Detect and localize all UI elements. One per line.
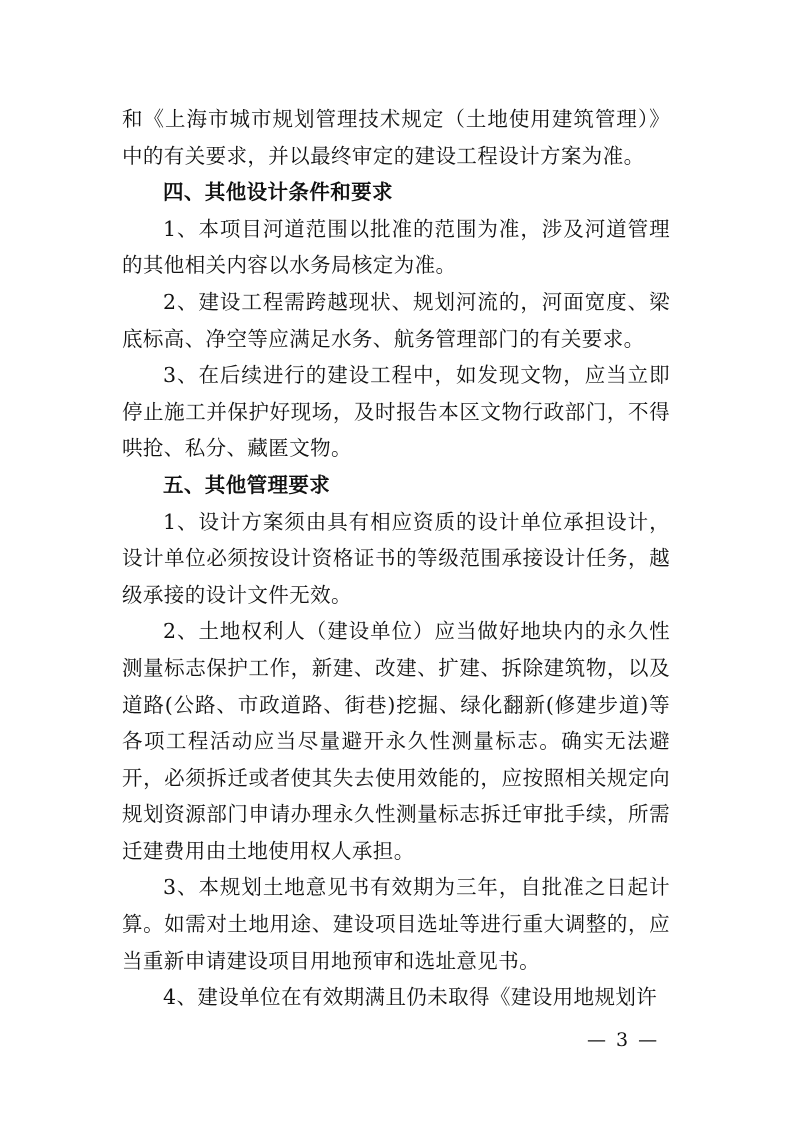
page-number: — 3 — (587, 1029, 660, 1051)
paragraph-4-3: 3、在后续进行的建设工程中，如发现文物，应当立即停止施工并保护好现场，及时报告本区文物行政部门，不得哄抢、私分、藏匿文物。 (122, 363, 670, 461)
section-heading-5: 五、其他管理要求 (163, 472, 331, 497)
paragraph-5-1: 1、设计方案须由具有相应资质的设计单位承担设计，设计单位必须按设计资格证书的等级范围承接设计任务，越级承接的设计文件无效。 (122, 509, 670, 607)
document-body (122, 101, 670, 1016)
paragraph-continuation: 和《上海市城市规划管理技术规定（土地使用建筑管理）》中的有关要求，并以最终审定的建设工程设计方案为准。 (122, 107, 670, 168)
paragraph-4-1: 1、本项目河道范围以批准的范围为准，涉及河道管理的其他相关内容以水务局核定为准。 (122, 216, 670, 278)
paragraph-4-2: 2、建设工程需跨越现状、规划河流的，河面宽度、梁底标高、净空等应满足水务、航务管理部门的有关要求。 (122, 289, 670, 351)
paragraph-5-2: 2、土地权利人（建设单位）应当做好地块内的永久性测量标志保护工作，新建、改建、扩建、拆除建筑物，以及道路(公路、市政道路、街巷)挖掘、绿化翻新(修建步道)等各项工程活动应当尽量避开永久性测量标志。确实无法避开，必须拆迁或者使其失去使用效能的，应按照相关规定向规划资源部门申请办理永久性测量标志拆迁审批手续，所需迁建费用由土地使用权人承担。 (122, 619, 670, 863)
section-heading-4: 四、其他设计条件和要求 (163, 180, 393, 205)
paragraph-5-3: 3、本规划土地意见书有效期为三年，自批准之日起计算。如需对土地用途、建设项目选址等进行重大调整的，应当重新申请建设项目用地预审和选址意见书。 (122, 875, 670, 973)
paragraph-5-4: 4、建设单位在有效期满且仍未取得《建设用地规划许 (163, 985, 658, 1010)
